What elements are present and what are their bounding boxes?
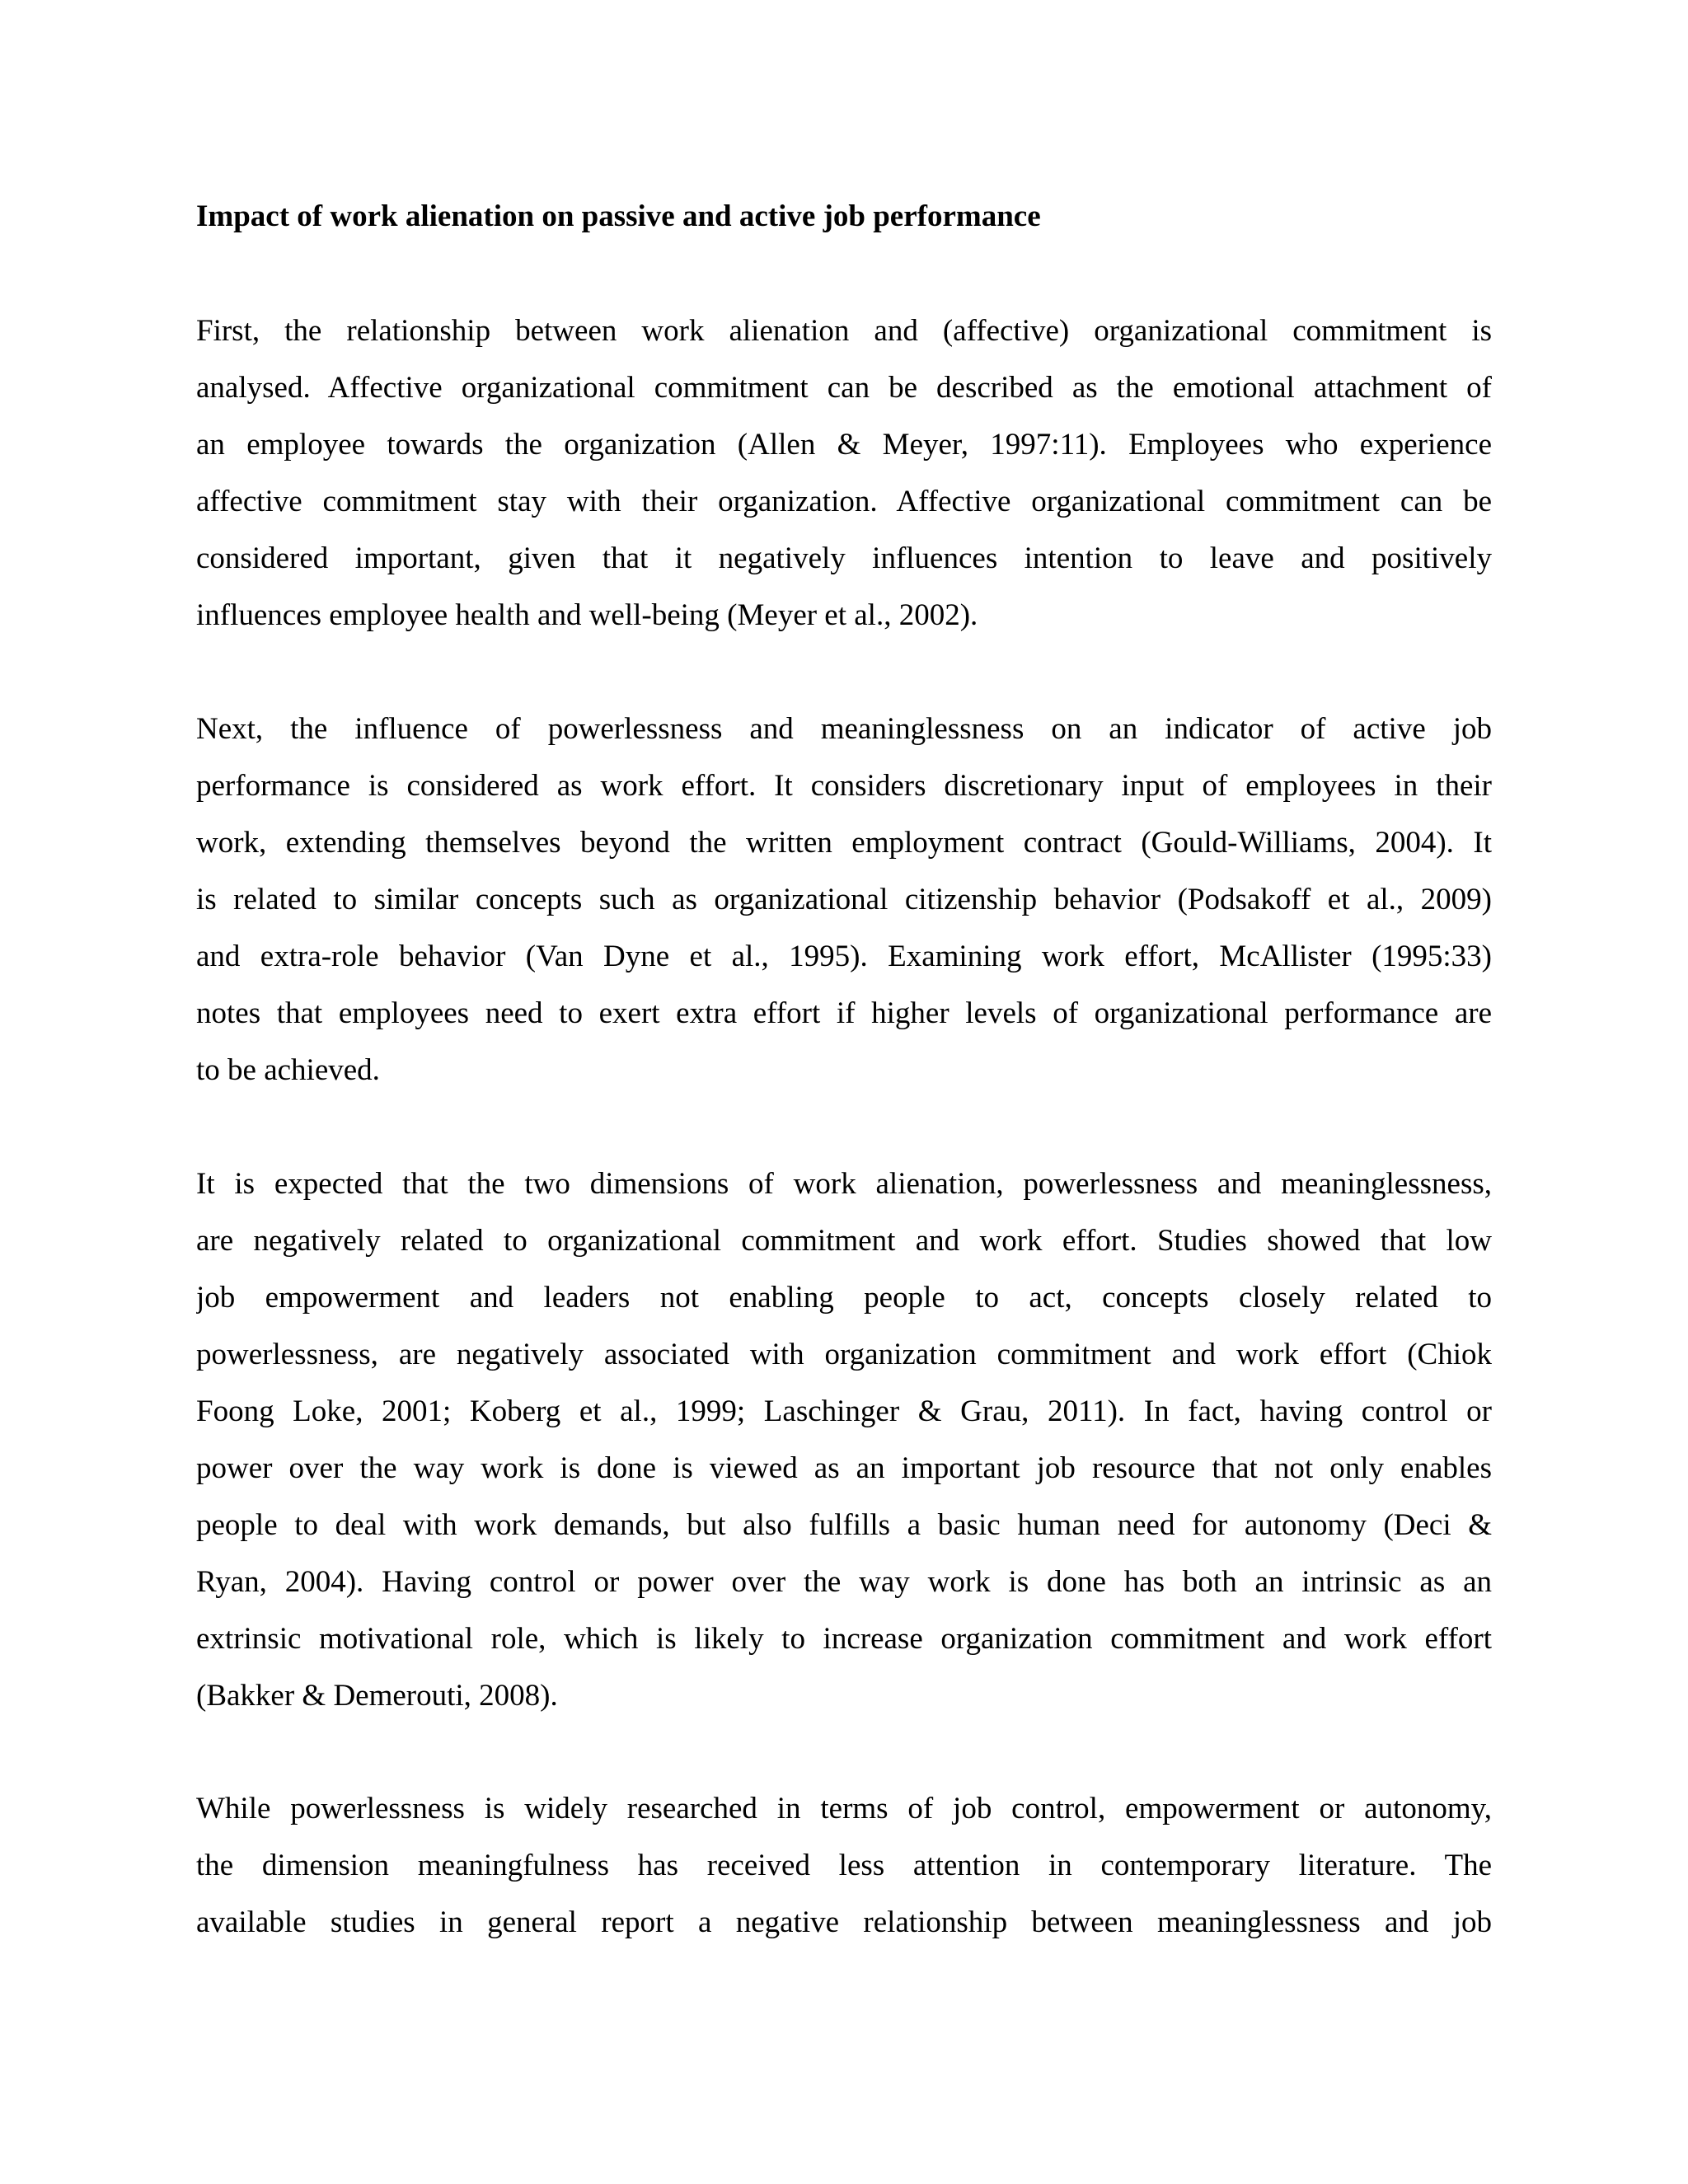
paragraph-affective-commitment — [196, 302, 1492, 644]
text-line: First, the relationship between work alienation and (affective) organizational commitment is — [196, 314, 1492, 348]
text-line: an employee towards the organization (Allen & Meyer, 1997:11). Employees who experience — [196, 428, 1492, 462]
text-line: extrinsic motivational role, which is likely to increase organization commitment and work effort — [196, 1622, 1492, 1656]
text-line: (Bakker & Demerouti, 2008). — [196, 1679, 558, 1713]
text-line: Next, the influence of powerlessness and meaninglessness on an indicator of active job — [196, 712, 1492, 746]
text-line: people to deal with work demands, but also fulfills a basic human need for autonomy (Deci & — [196, 1508, 1492, 1542]
text-line: powerlessness, are negatively associated with organization commitment and work effort (Chiok — [196, 1338, 1492, 1371]
paragraph-work-effort — [196, 701, 1492, 1099]
text-line: job empowerment and leaders not enabling people to act, concepts closely related to — [196, 1281, 1492, 1315]
text-line: power over the way work is done is viewed as an important job resource that not only enables — [196, 1451, 1492, 1485]
document-page — [196, 0, 1492, 2184]
text-line: performance is considered as work effort. It considers discretionary input of employees in their — [196, 769, 1492, 803]
document-heading: Impact of work alienation on passive and active job performance — [196, 199, 1041, 233]
text-line: are negatively related to organizational commitment and work effort. Studies showed that low — [196, 1224, 1492, 1258]
text-line: and extra-role behavior (Van Dyne et al., 1995). Examining work effort, McAllister (1995:33) — [196, 940, 1492, 973]
text-line: work, extending themselves beyond the written employment contract (Gould-Williams, 2004). It — [196, 826, 1492, 860]
text-line: to be achieved. — [196, 1053, 380, 1087]
text-line: available studies in general report a negative relationship between meaninglessness and job — [196, 1905, 1492, 1939]
text-line: the dimension meaningfulness has received less attention in contemporary literature. The — [196, 1849, 1492, 1882]
text-line: is related to similar concepts such as organizational citizenship behavior (Podsakoff et al., 2009) — [196, 883, 1492, 916]
paragraph-hypotheses — [196, 1155, 1492, 1724]
text-line: influences employee health and well-being (Meyer et al., 2002). — [196, 598, 978, 632]
text-line: considered important, given that it negatively influences intention to leave and positively — [196, 541, 1492, 575]
text-line: affective commitment stay with their organization. Affective organizational commitment can be — [196, 485, 1492, 518]
text-line: notes that employees need to exert extra effort if higher levels of organizational performance are — [196, 996, 1492, 1030]
text-line: It is expected that the two dimensions of work alienation, powerlessness and meaninglessness, — [196, 1167, 1492, 1201]
text-line: Ryan, 2004). Having control or power over the way work is done has both an intrinsic as an — [196, 1565, 1492, 1599]
text-line: While powerlessness is widely researched in terms of job control, empowerment or autonomy, — [196, 1792, 1492, 1825]
text-line: analysed. Affective organizational commitment can be described as the emotional attachment of — [196, 371, 1492, 405]
paragraph-meaninglessness — [196, 1780, 1492, 1951]
text-line: Foong Loke, 2001; Koberg et al., 1999; Laschinger & Grau, 2011). In fact, having control or — [196, 1394, 1492, 1428]
